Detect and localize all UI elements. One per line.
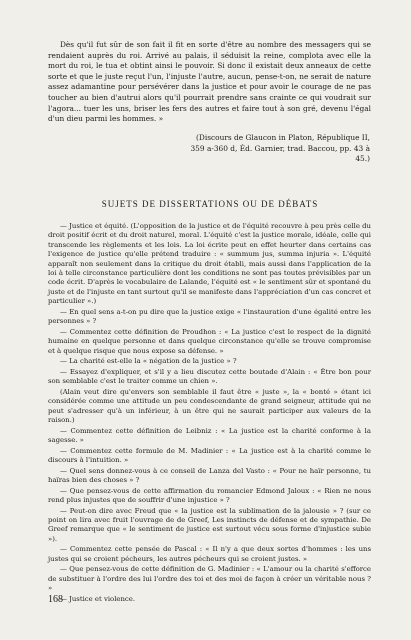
list-item: — Commentez cette définition de Leibniz : « La justice est la charité conforme à la sagesse. » <box>48 426 371 445</box>
list-item: — La charité est-elle la « négation de la justice » ? <box>60 357 237 366</box>
list-item: — Commentez cette définition de Proudhon : « La justice c'est le respect de la dignité humaine en quelque personne et dans quelque circonstance qu'elle se trouve compromise et à quelque risque que nous expose sa défense. » <box>48 327 371 355</box>
list-item: — Peut-on dire avec Freud que « la justice est la sublimation de la jalousie » ? (sur ce point on lira avec fruit l'ouvrage de de Greef, Les instincts de défense et de sympathie. De Greef remarque que « le sentiment de justice est surtout vécu sous forme d'injustice subie »). <box>48 506 371 543</box>
quote-source: (Discours de Glaucon in Platon, République II, 359 a-360 d, Éd. Garnier, trad. Baccou, pp. 43 à 45.) <box>190 133 370 164</box>
list-item: — Commentez cette pensée de Pascal : « Il n'y a que deux sortes d'hommes : les uns justes qui se croient pécheurs, les autres pécheurs qui se croient justes. » <box>48 545 371 563</box>
section-heading: SUJETS DE DISSERTATIONS OU DE DÉBATS <box>101 199 319 209</box>
list-item: — Que pensez-vous de cette affirmation du romancier Edmond Jaloux : « Rien ne nous rend plus injustes que de souffrir d'une injustice » ? <box>48 486 371 505</box>
list-item: — Que pensez-vous de cette définition de G. Madinier : « L'amour ou la charité s'efforce de substituer à l'ordre des lui l'ordre des toi et des moi de façon à créer un véritable nous ? » <box>48 565 371 593</box>
quote-paragraph: Dès qu'il fut sûr de son fait il fit en sorte d'être au nombre des messagers qui se rendaient auprès du roi. Arrivé au palais, il séduisit la reine, complota avec elle la mort du roi, le tua et obtint ainsi le pouvoir. Si donc il existait deux anneaux de cette sorte et que le juste reçut l'un, l'injuste l'autre, aucun, pense-t-on, ne serait de nature assez adamantine pour persévérer dans la justice et pour avoir le courage de ne pas toucher au bien d'autrui alors qu'il pourrait prendre sans crainte ce qui voudrait sur l'agora... tuer les uns, briser les fers des autres et faire tout à son gré, devenu l'égal d'un dieu parmi les hommes. » <box>48 40 371 124</box>
list-item: — Justice et violence. <box>60 594 136 603</box>
list-item: — Essayez d'expliquer, et s'il y a lieu discutez cette boutade d'Alain : « Être bon pour son semblable c'est le traiter comme un chien ». <box>48 367 371 386</box>
list-item: — Quel sens donnez-vous à ce conseil de Lanza del Vasto : « Pour ne haïr personne, tu haïras bien des choses » ? <box>48 466 371 485</box>
page-number: 168 <box>48 594 63 605</box>
list-item: (Alain veut dire qu'envers son semblable il faut être « juste », la « bonté » étant ici considérée comme une attitude un peu condescendante de grand seigneur, attitude qui ne peut s'adresser qu'à un inférieur, à un être qui ne saurait participer aux valeurs de la raison.) <box>48 387 371 425</box>
list-item: — Justice et équité. (L'opposition de la justice et de l'équité recouvre à peu près celle du droit positif écrit et du droit naturel, moral. L'équité c'est la justice morale, idéale, celle qui transcende les règlements et les lois. La loi écrite peut en effet heurter dans certains cas l'exigence de justice qu'elle prétend traduire : « summum jus, summa injuria ». L'équité apparaît non seulement dans la critique du droit établi, mais aussi dans l'application de la loi à telle circonstance particulière dont les conditions ne sont pas toutes prévisibles par un code écrit. D'après le vocabulaire de Lalande, l'équité est « le sentiment sûr et spontané du juste et de l'injuste en tant surtout qu'il se manifeste dans l'appréciation d'un cas concret et particulier ».) <box>48 222 371 306</box>
list-item: — En quel sens a-t-on pu dire que la justice exige « l'instauration d'une égalité entre les personnes » ? <box>48 307 371 326</box>
topic-list <box>48 222 371 605</box>
list-item: — Commentez cette formule de M. Madinier : « La justice est à la charité comme le discours à l'intuition. » <box>48 446 371 465</box>
